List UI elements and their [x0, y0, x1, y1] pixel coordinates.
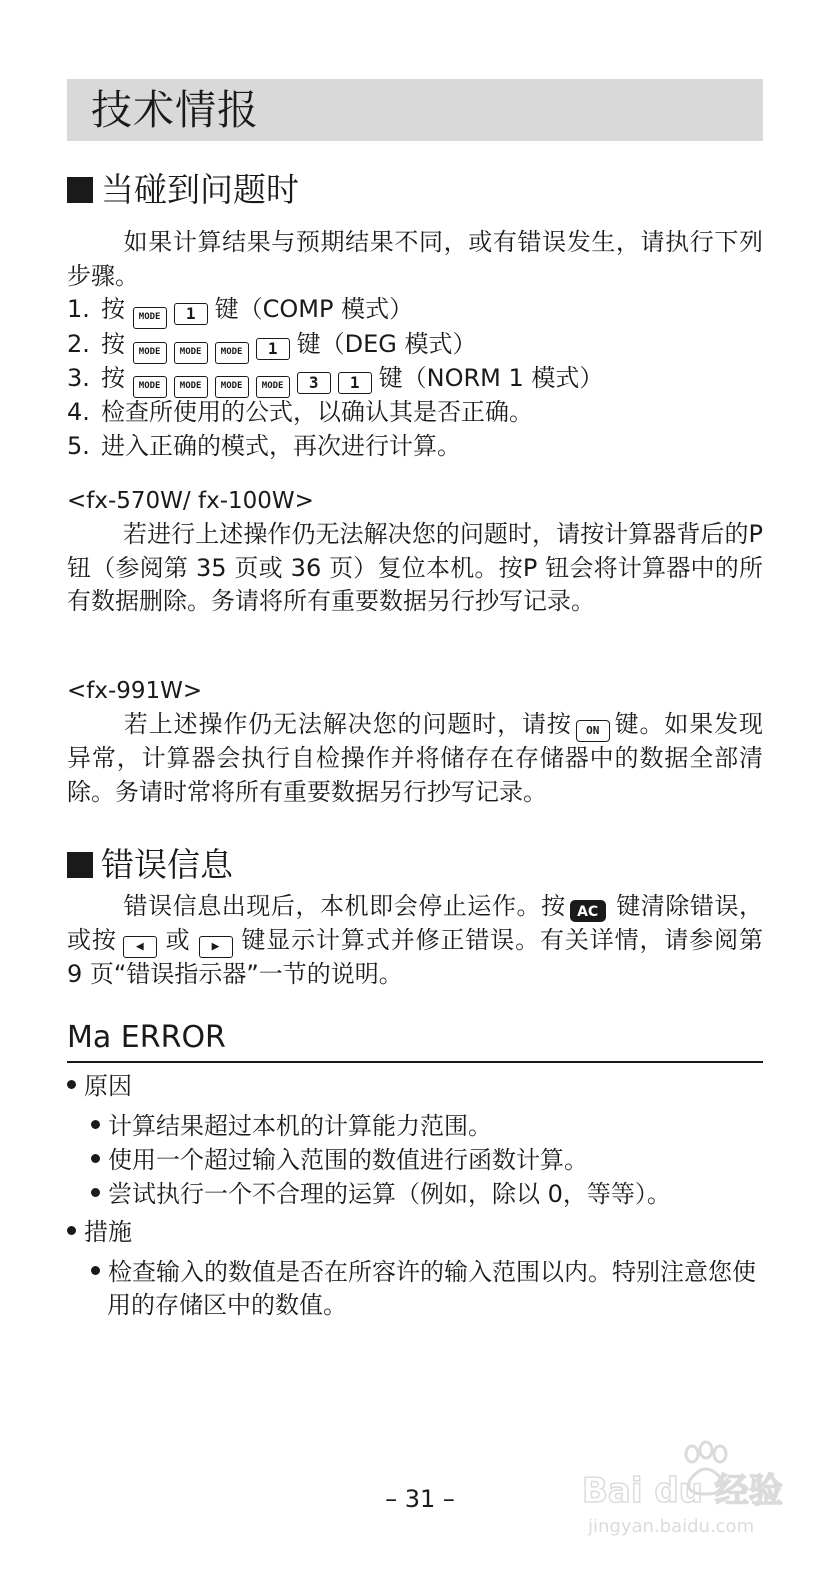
bullet-icon — [67, 1226, 76, 1235]
list-item: 使用一个超过输入范围的数值进行函数计算。 — [91, 1144, 779, 1177]
divider — [67, 1061, 763, 1063]
mode-key: MODE — [215, 342, 249, 364]
bullet-icon — [91, 1120, 100, 1129]
mode-key: MODE — [174, 376, 208, 398]
watermark-url: jingyan.baidu.com — [588, 1516, 755, 1537]
bullet-icon — [91, 1266, 100, 1275]
error-info-paragraph: 错误信息出现后，本机即会停止运作。按 AC 键清除错误，或按 ◀ 或 ▶ 键显示计算式并修正错误。有关详情，请参阅第 9 页“错误指示器”一节的说明。 — [67, 892, 764, 988]
baidu-watermark-icon — [580, 1440, 790, 1540]
section-heading-problems: 当碰到问题时 — [67, 170, 299, 210]
key-1: 1 — [338, 372, 372, 394]
mode-key: MODE — [133, 342, 167, 364]
mode-key: MODE — [174, 342, 208, 364]
watermark-brand: Bai du 经验 — [582, 1471, 783, 1511]
square-bullet-icon — [67, 852, 93, 878]
right-arrow-key-icon: ▶ — [199, 936, 233, 958]
on-key: ON — [576, 720, 610, 742]
bullet-icon — [91, 1154, 100, 1163]
bullet-icon — [67, 1080, 76, 1089]
model-label-fx570w: <fx-570W/ fx-100W> — [67, 488, 314, 514]
step-3: 3. 按 MODE MODE MODE MODE 3 1 键（NORM 1 模式） — [67, 362, 603, 398]
mode-key: MODE — [215, 376, 249, 398]
list-item: 尝试执行一个不合理的运算（例如，除以 0，等等）。 — [91, 1178, 779, 1211]
section-heading-errors: 错误信息 — [67, 845, 233, 885]
page-title: 技术情报 — [91, 86, 259, 134]
bullet-icon — [91, 1188, 100, 1197]
page-number: – 31 – — [385, 1485, 455, 1513]
action-label: 措施 — [67, 1216, 132, 1249]
step-2: 2. 按 MODE MODE MODE 1 键（DEG 模式） — [67, 328, 477, 364]
step-4: 4. 检查所使用的公式，以确认其是否正确。 — [67, 398, 533, 426]
selftest-paragraph: 若上述操作仍无法解决您的问题时，请按 ON 键。如果发现异常，计算器会执行自检操作并将储存在存储器中的数据全部清除。务请时常将所有重要数据另行抄写记录。 — [67, 710, 763, 806]
reset-paragraph: 若进行上述操作仍无法解决您的问题时，请按计算器背后的P 钮（参阅第 35 页或 36 页）复位本机。按P 钮会将计算器中的所有数据删除。务请将所有重要数据另行抄写记录。 — [67, 520, 763, 615]
intro-paragraph: 如果计算结果与预期结果不同，或有错误发生，请执行下列步骤。 — [67, 228, 763, 290]
list-item: 计算结果超过本机的计算能力范围。 — [91, 1110, 779, 1143]
ac-key: AC — [570, 900, 606, 922]
model-label-fx991w: <fx-991W> — [67, 678, 203, 704]
square-bullet-icon — [67, 177, 93, 203]
step-5: 5. 进入正确的模式，再次进行计算。 — [67, 432, 461, 460]
mode-key: MODE — [256, 376, 290, 398]
list-item: 检查输入的数值是否在所容许的输入范围以内。特别注意您使用的存储区中的数值。 — [91, 1256, 779, 1322]
key-1: 1 — [174, 303, 208, 325]
key-1: 1 — [256, 338, 290, 360]
key-3: 3 — [297, 372, 331, 394]
mode-key: MODE — [133, 307, 167, 329]
cause-label: 原因 — [67, 1070, 132, 1103]
mode-key: MODE — [133, 376, 167, 398]
step-1: 1. 按 MODE 1 键（COMP 模式） — [67, 293, 413, 329]
error-title: Ma ERROR — [67, 1020, 226, 1055]
left-arrow-key-icon: ◀ — [123, 936, 157, 958]
title-bar — [67, 79, 763, 141]
